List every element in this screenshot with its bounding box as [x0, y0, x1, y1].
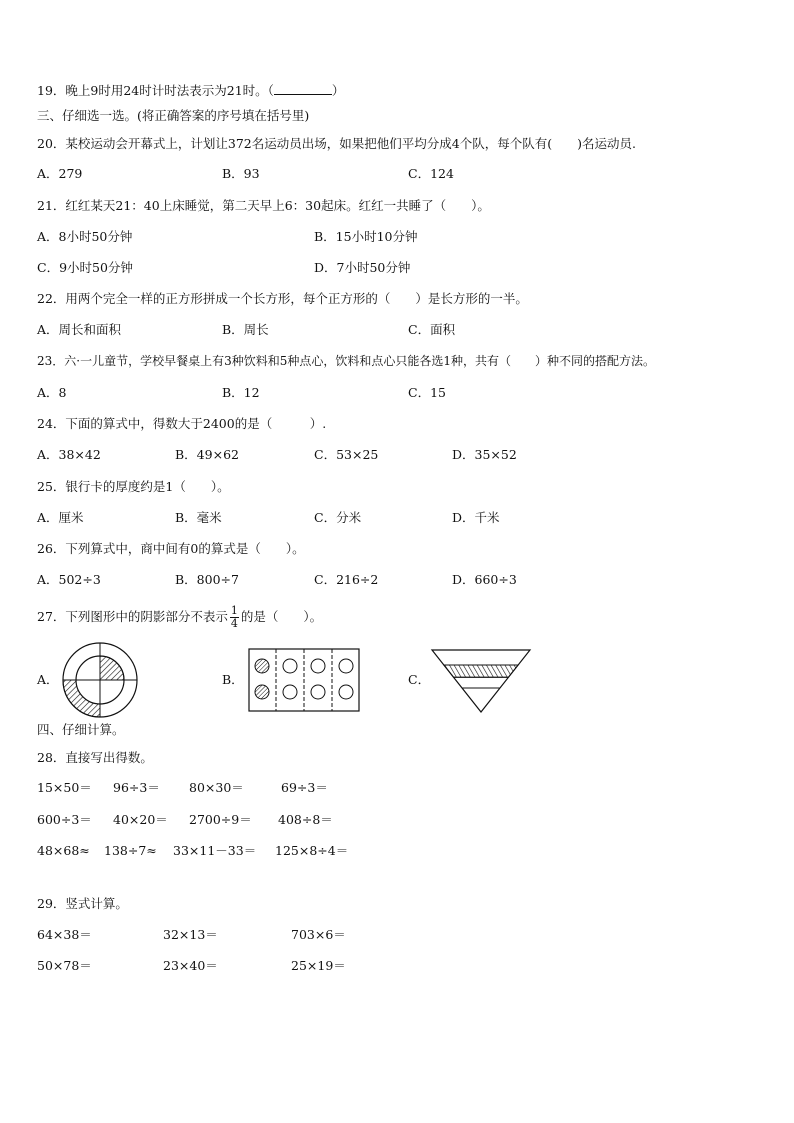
figure-a-circle-rings[interactable] — [60, 640, 140, 720]
calc-item: 96÷3＝ — [113, 780, 160, 795]
question-27-label-b[interactable]: B． — [222, 672, 244, 687]
question-24-stem: 24．下面的算式中，得数大于2400的是（ ）. — [37, 416, 327, 431]
question-20-option-c[interactable]: C．124 — [408, 166, 454, 181]
figure-c-inverted-triangle[interactable] — [430, 648, 532, 714]
vertical-calc-item: 64×38＝ — [37, 927, 92, 942]
fraction-numerator: 1 — [230, 604, 238, 617]
question-27-label-a[interactable]: A． — [37, 672, 59, 687]
calc-item: 40×20＝ — [113, 812, 168, 827]
question-23-option-a[interactable]: A．8 — [37, 385, 67, 400]
question-22-option-b[interactable]: B．周长 — [222, 322, 269, 337]
question-21-stem: 21．红红某天21：40上床睡觉，第二天早上6：30起床。红红一共睡了（ ）。 — [37, 198, 490, 213]
calc-item: 80×30＝ — [189, 780, 244, 795]
question-22-option-c[interactable]: C．面积 — [408, 322, 456, 337]
question-24-option-c[interactable]: C．53×25 — [314, 447, 379, 462]
question-20-stem: 20．某校运动会开幕式上，计划让372名运动员出场，如果把他们平均分成4个队，每个队有( )名运动员. — [37, 136, 636, 151]
question-26-option-a[interactable]: A．502÷3 — [37, 572, 101, 587]
section-4-heading: 四、仔细计算。 — [37, 722, 125, 737]
question-25-option-c[interactable]: C．分米 — [314, 510, 362, 525]
question-19-text: 19．晚上9时用24时计时法表示为21时。（ — [37, 83, 274, 98]
question-19 — [37, 83, 344, 99]
question-23-option-b[interactable]: B．12 — [222, 385, 260, 400]
calc-item: 408÷8＝ — [278, 812, 333, 827]
question-26-stem: 26．下列算式中，商中间有0的算式是（ ）。 — [37, 541, 305, 556]
figure-b-rectangle-circles[interactable] — [248, 648, 360, 712]
vertical-calc-item: 703×6＝ — [291, 927, 346, 942]
question-19-close: ） — [331, 83, 345, 98]
question-25-option-d[interactable]: D．千米 — [452, 510, 500, 525]
calc-item: 600÷3＝ — [37, 812, 92, 827]
calc-item: 15×50＝ — [37, 780, 92, 795]
question-21-option-c[interactable]: C．9小时50分钟 — [37, 260, 133, 275]
question-21-option-b[interactable]: B．15小时10分钟 — [314, 229, 418, 244]
question-22-stem: 22．用两个完全一样的正方形拼成一个长方形，每个正方形的（ ）是长方形的一半。 — [37, 291, 528, 306]
question-26-option-d[interactable]: D．660÷3 — [452, 572, 517, 587]
calc-item: 69÷3＝ — [281, 780, 328, 795]
question-29-title: 29．竖式计算。 — [37, 896, 128, 911]
question-25-option-b[interactable]: B．毫米 — [175, 510, 222, 525]
question-27-stem-before: 27．下列图形中的阴影部分不表示 — [37, 609, 228, 624]
calc-item: 138÷7≈ — [104, 843, 157, 858]
question-20-option-b[interactable]: B．93 — [222, 166, 260, 181]
fraction-denominator: 4 — [230, 617, 238, 630]
vertical-calc-item: 25×19＝ — [291, 958, 346, 973]
vertical-calc-item: 23×40＝ — [163, 958, 218, 973]
vertical-calc-item: 32×13＝ — [163, 927, 218, 942]
question-28-title: 28．直接写出得数。 — [37, 750, 153, 765]
calc-item: 2700÷9＝ — [189, 812, 252, 827]
calc-item: 125×8÷4＝ — [275, 843, 349, 858]
one-quarter-fraction — [230, 605, 239, 630]
question-24-option-d[interactable]: D．35×52 — [452, 447, 517, 462]
question-27-stem — [37, 603, 322, 631]
question-22-option-a[interactable]: A．周长和面积 — [37, 322, 122, 337]
question-27-label-c[interactable]: C． — [408, 672, 431, 687]
question-24-option-a[interactable]: A．38×42 — [37, 447, 101, 462]
section-3-heading: 三、仔细选一选。(将正确答案的序号填在括号里) — [37, 108, 310, 123]
calc-item: 33×11－33＝ — [173, 843, 257, 858]
question-23-stem: 23．六·一儿童节，学校早餐桌上有3种饮料和5种点心，饮料和点心只能各选1种，共有（ ）种不同的搭配方法。 — [37, 354, 655, 368]
answer-blank[interactable] — [274, 83, 332, 95]
question-26-option-b[interactable]: B．800÷7 — [175, 572, 239, 587]
question-27-stem-after: 的是（ ）。 — [240, 609, 323, 624]
vertical-calc-item: 50×78＝ — [37, 958, 92, 973]
question-21-option-d[interactable]: D．7小时50分钟 — [314, 260, 411, 275]
question-21-option-a[interactable]: A．8小时50分钟 — [37, 229, 133, 244]
question-24-option-b[interactable]: B．49×62 — [175, 447, 239, 462]
question-26-option-c[interactable]: C．216÷2 — [314, 572, 379, 587]
question-23-option-c[interactable]: C．15 — [408, 385, 446, 400]
question-20-option-a[interactable]: A．279 — [37, 166, 83, 181]
question-25-stem: 25．银行卡的厚度约是1（ ）。 — [37, 479, 230, 494]
question-25-option-a[interactable]: A．厘米 — [37, 510, 84, 525]
calc-item: 48×68≈ — [37, 843, 90, 858]
